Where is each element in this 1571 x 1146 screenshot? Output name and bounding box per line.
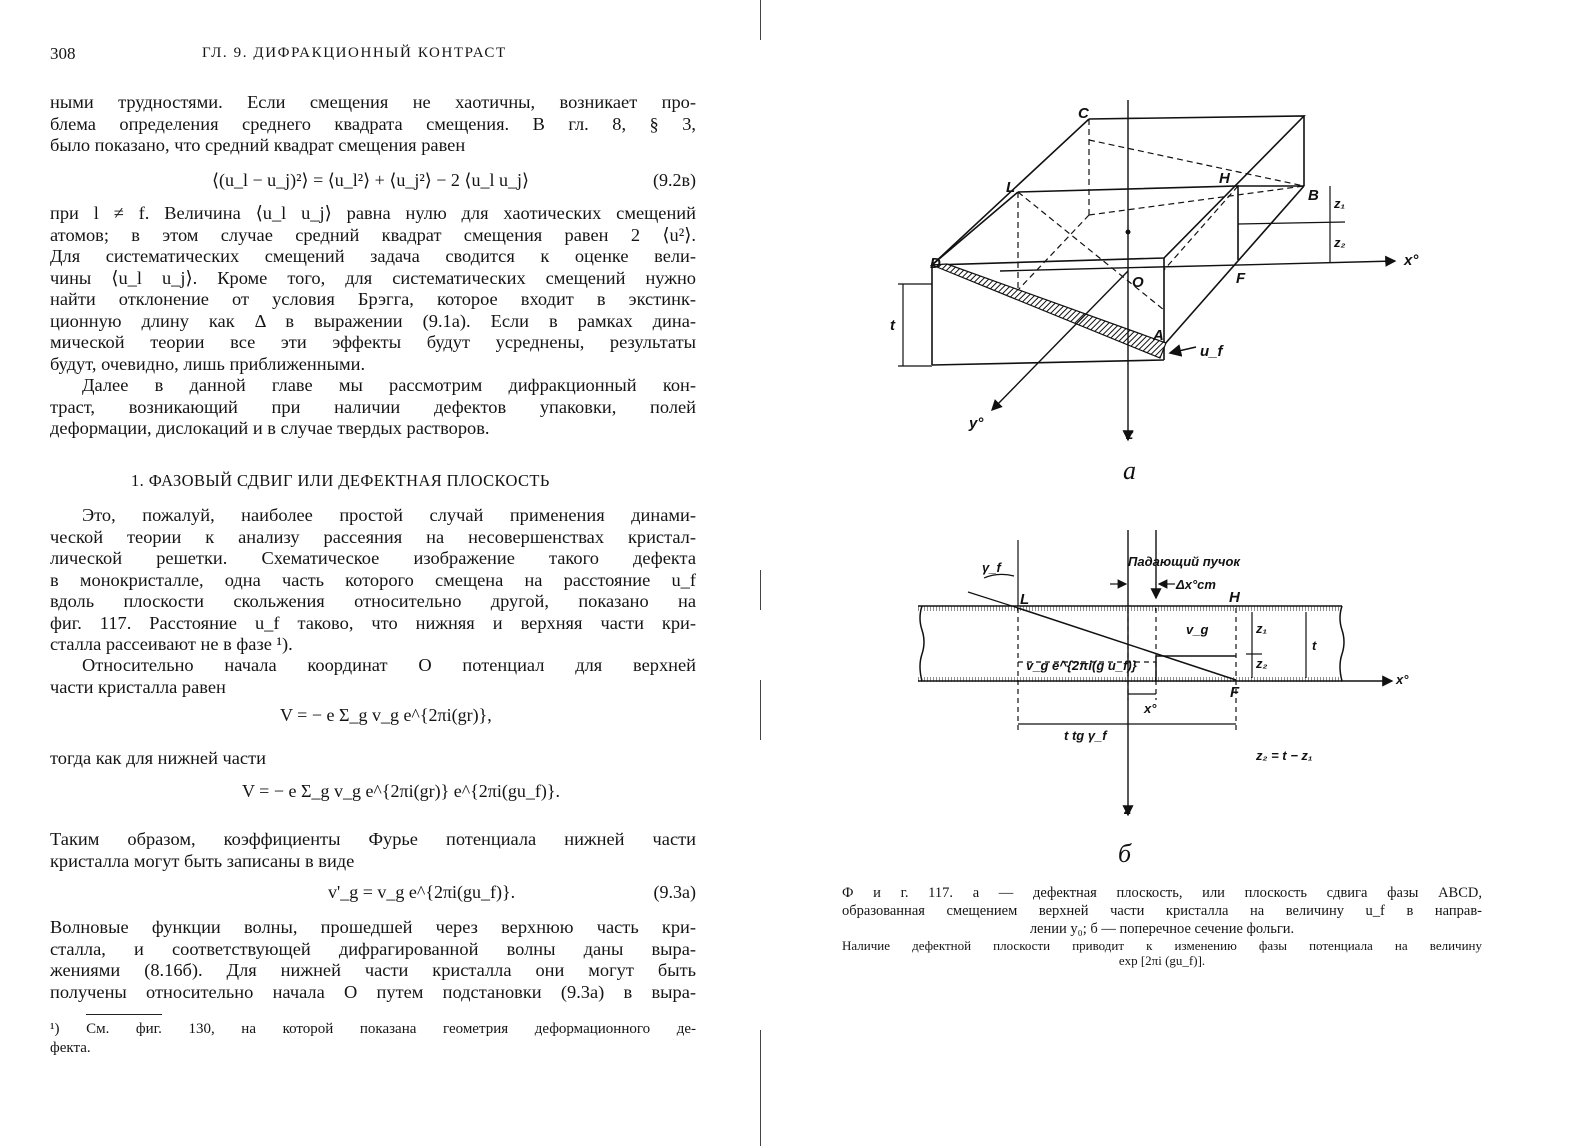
text-line: траст, возникающий при наличии дефектов упаковки, полей: [50, 396, 696, 417]
text-line: сталла рассеивают не в фазе ¹).: [50, 634, 293, 654]
label-t-tg-gamma: t tg γ_f: [1064, 728, 1107, 743]
label-O: O: [1132, 274, 1144, 291]
text-line: деформации, дислокаций и в случае твердых растворов.: [50, 418, 490, 438]
text-line: Таким образом, коэффициенты Фурье потенциала нижней части: [50, 829, 696, 849]
text-line: сталла, и соответствующей дифрагированной волны даны выра-: [50, 938, 696, 959]
label-z2-b: z₂: [1256, 656, 1268, 671]
label-z2-equation: z₂ = t − z₁: [1256, 748, 1313, 763]
label-H-b: H: [1229, 589, 1240, 606]
label-y0-axis: y°: [969, 415, 984, 432]
label-L: L: [1006, 179, 1016, 196]
text-line: части кристалла равен: [50, 676, 226, 697]
footnote-line: ¹) См. фиг. 130, на которой показана геометрия деформационного де-: [50, 1021, 696, 1037]
text-line: Для систематических смещений задача сводится к оценке вели-: [50, 246, 696, 266]
equation-number-9-2v: (9.2в): [653, 170, 696, 190]
label-H: H: [1219, 170, 1230, 187]
text-line: кристалла могут быть записаны в виде: [50, 850, 355, 871]
label-x0-axis-b: x°: [1396, 672, 1409, 687]
label-C: C: [1078, 105, 1089, 122]
figure-a-labels: [890, 105, 1419, 485]
text-line: ными трудностями. Если смещения не хаотичны, возникает про-: [50, 92, 696, 112]
label-x0-axis: x°: [1404, 252, 1419, 269]
text-line: вдоль плоскости скольжения относительно другой, показано на: [50, 591, 696, 611]
label-A: A: [1153, 327, 1164, 344]
footnote-line: фекта.: [50, 1040, 91, 1056]
text-line: ческой теории к анализу рассеяния на несовершенствах кристал-: [50, 526, 696, 547]
text-line: Относительно начала координат O потенциал для верхней: [82, 655, 696, 675]
label-L-b: L: [1020, 591, 1030, 608]
label-z1-b: z₁: [1256, 621, 1268, 636]
text-line: получены относительно начала O путем подстановки (9.3а) в выра-: [50, 981, 696, 1002]
label-incident-beam: Падающий пучок: [1128, 554, 1241, 569]
label-x0-b: x°: [1144, 701, 1157, 716]
caption-line: лении y₀; б — поперечное сечение фольги.: [1029, 921, 1295, 937]
caption-note-line: exp [2πi (gu_f)].: [1118, 953, 1206, 968]
label-F: F: [1236, 270, 1246, 287]
text-line: блема определения среднего квадрата смещения. В гл. 8, § 3,: [50, 113, 696, 134]
text-line: Далее в данной главе мы рассмотрим дифракционный кон-: [82, 375, 696, 395]
equation-9-2v: ⟨(u_l − u_j)²⟩ = ⟨u_l²⟩ + ⟨u_j²⟩ − 2 ⟨u_l u_j⟩: [212, 170, 529, 190]
text-line: чины ⟨u_l u_j⟩. Кроме того, для систематических смещений нужно: [50, 267, 696, 288]
label-uf: u_f: [1200, 343, 1223, 360]
text-line: будут, очевидно, лишь приближенными.: [50, 353, 366, 374]
equation-v-upper: V = − e Σ_g v_g e^{2πi(gr)},: [280, 705, 492, 725]
running-head: ГЛ. 9. ДИФРАКЦИОННЫЙ КОНТРАСТ: [202, 45, 507, 61]
text-line: при l ≠ f. Величина ⟨u_l u_j⟩ равна нулю для хаотических смещений: [50, 203, 696, 223]
label-z1: z₁: [1334, 196, 1346, 211]
text-line: найти отклонение от условия Брэгга, которое входит в экстинк-: [50, 289, 696, 309]
label-gamma: γ_f: [982, 560, 1001, 575]
label-t: t: [890, 317, 895, 334]
equation-v-lower: V = − e Σ_g v_g e^{2πi(gr)} e^{2πi(gu_f)}.: [242, 781, 561, 801]
text-line: Волновые функции волны, прошедшей через верхнюю часть кри-: [50, 917, 696, 937]
page-number: 308: [50, 44, 76, 63]
text-line: жениями (8.16б). Для нижней части кристалла они могут быть: [50, 960, 696, 980]
label-vg: v_g: [1186, 622, 1209, 637]
figure-a: [898, 100, 1395, 440]
caption-line: образованная смещением верхней части кристалла на величину u_f в направ-: [842, 903, 1482, 919]
text-line: было показано, что средний квадрат смещения равен: [50, 135, 466, 155]
label-delta-x: Δx°cm: [1176, 577, 1216, 592]
label-z-axis: z: [1126, 426, 1134, 443]
label-D: D: [930, 255, 941, 272]
text-line: фиг. 117. Расстояние u_f таково, что нижняя и верхняя части кри-: [50, 612, 696, 633]
text-line: в монокристалле, одна часть которого смещена на расстояние u_f: [50, 569, 696, 590]
section-title: 1. ФАЗОВЫЙ СДВИГ ИЛИ ДЕФЕКТНАЯ ПЛОСКОСТЬ: [131, 471, 550, 490]
text-line: Это, пожалуй, наиболее простой случай применения динами-: [82, 505, 696, 525]
equation-9-3a: v'_g = v_g e^{2πi(gu_f)}.: [328, 882, 516, 902]
panel-label-a: а: [1123, 456, 1136, 485]
label-t-b: t: [1312, 638, 1317, 653]
panel-label-b: б: [1118, 839, 1132, 868]
text-line: атомов; в этом случае средний квадрат смещения равен 2 ⟨u²⟩.: [50, 224, 696, 245]
label-z2: z₂: [1334, 235, 1346, 250]
equation-number-9-3a: (9.3а): [653, 882, 696, 902]
label-z-axis-b: z: [1124, 801, 1132, 818]
text-line: ционную длину как Δ в выражении (9.1а). Если в рамках дина-: [50, 310, 696, 331]
caption-note-line: Наличие дефектной плоскости приводит к изменению фазы потенциала на величину: [842, 938, 1482, 953]
caption-line: Ф и г. 117. а — дефектная плоскость, или плоскость сдвига фазы ABCD,: [842, 885, 1482, 901]
figure-b-labels: [982, 554, 1409, 868]
caption-note: [842, 938, 1482, 968]
text-line: тогда как для нижней части: [50, 748, 266, 768]
label-vg-phase: v_g e^{2πi(g u_f)}: [1026, 658, 1137, 673]
figure-caption: [842, 884, 1482, 968]
label-B: B: [1308, 187, 1319, 204]
text-line: лической решетки. Схематическое изображение такого дефекта: [50, 548, 696, 568]
label-F-b: F: [1230, 684, 1240, 701]
text-line: мической теории все эти эффекты будут усреднены, результаты: [50, 332, 696, 352]
